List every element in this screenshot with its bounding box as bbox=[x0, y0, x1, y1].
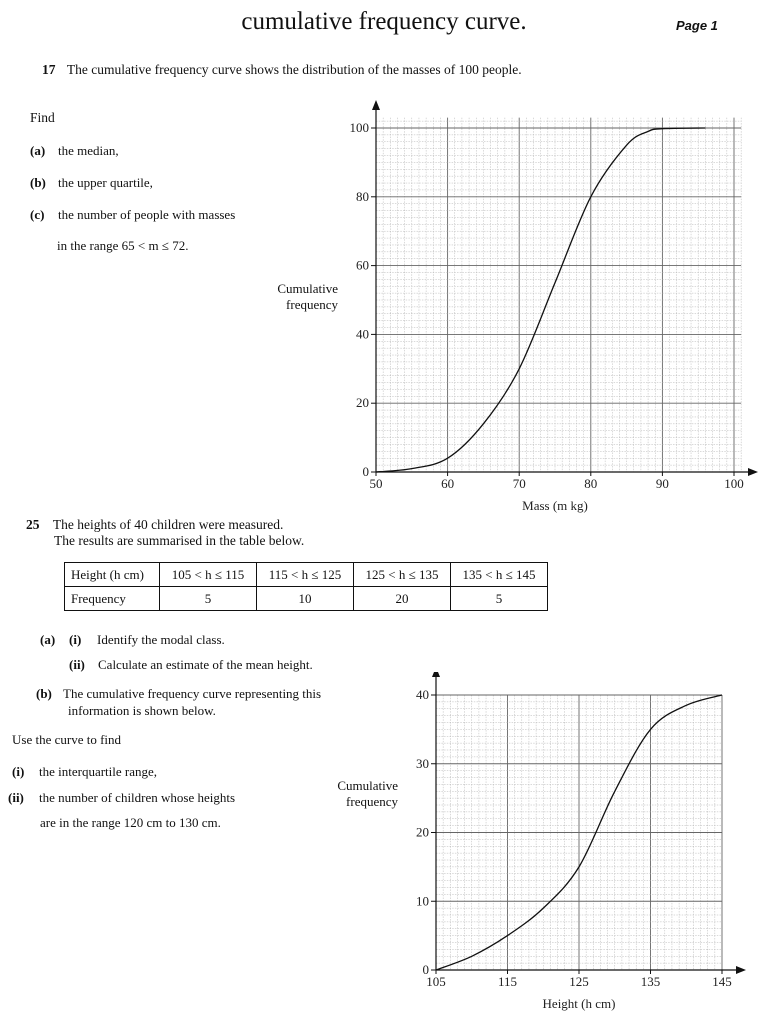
table-cell: 5 bbox=[451, 587, 548, 611]
y-tick-label: 30 bbox=[416, 755, 429, 771]
x-axis-arrow-icon bbox=[736, 966, 746, 974]
q17-number: 17 bbox=[42, 62, 56, 77]
q25-part-b-line2: information is shown below. bbox=[68, 703, 216, 718]
x-tick-label: 90 bbox=[655, 476, 669, 491]
q17-find: Find bbox=[30, 110, 55, 125]
x-tick-label: 135 bbox=[640, 974, 661, 989]
y-tick-label: 80 bbox=[356, 188, 369, 204]
x-axis-label: Height (h cm) bbox=[542, 996, 616, 1011]
page-title: cumulative frequency curve. bbox=[241, 8, 527, 35]
q25-part-a-ii-label: (ii) bbox=[69, 657, 85, 672]
x-tick-label: 105 bbox=[426, 974, 446, 989]
table-header-cell: Height (h cm) bbox=[65, 563, 160, 587]
q17-part-c-label: (c) bbox=[30, 207, 45, 222]
q25-part-a-ii-text: Calculate an estimate of the mean height. bbox=[98, 657, 313, 672]
q25-part-b-ii-text: the number of children whose heights bbox=[39, 790, 236, 805]
chart1-ylabel: Cumulative frequency bbox=[277, 281, 338, 312]
q17-part-b-label: (b) bbox=[30, 175, 46, 190]
mass-cumulative-frequency-chart bbox=[340, 90, 760, 522]
x-tick-label: 145 bbox=[712, 974, 732, 989]
x-tick-label: 125 bbox=[569, 974, 589, 989]
table-header-cell: 115 < h ≤ 125 bbox=[257, 563, 354, 587]
table-row bbox=[65, 587, 548, 611]
q17-part-c-text: the number of people with masses bbox=[58, 207, 236, 222]
q17-part-a bbox=[30, 143, 119, 159]
height-cumulative-frequency-chart bbox=[400, 672, 750, 1022]
x-tick-label: 80 bbox=[584, 476, 598, 491]
q25-part-b-ii bbox=[8, 790, 235, 806]
y-tick-label: 0 bbox=[362, 464, 369, 479]
y-tick-label: 100 bbox=[349, 120, 369, 135]
x-tick-label: 60 bbox=[441, 476, 455, 491]
q25-part-b bbox=[36, 686, 321, 702]
q25-part-a-ii bbox=[69, 657, 313, 673]
q25-part-b-i bbox=[12, 764, 157, 780]
x-tick-label: 70 bbox=[512, 476, 526, 491]
q17-part-b-text: the upper quartile, bbox=[58, 175, 153, 190]
q17-part-a-label: (a) bbox=[30, 143, 46, 158]
table-cell: 20 bbox=[354, 587, 451, 611]
x-axis-label: Mass (m kg) bbox=[522, 498, 588, 513]
x-axis-arrow-icon bbox=[748, 468, 758, 476]
q17-stem: The cumulative frequency curve shows the distribution of the masses of 100 people. bbox=[66, 62, 522, 77]
x-tick-label: 115 bbox=[497, 974, 518, 989]
table-cell: 10 bbox=[257, 587, 354, 611]
table-header-cell: 125 < h ≤ 135 bbox=[354, 563, 451, 587]
q25-stem1: The heights of 40 children were measured. bbox=[52, 517, 284, 532]
table-row bbox=[65, 563, 548, 587]
q25-part-b-i-label: (i) bbox=[12, 764, 25, 779]
q17-range-line: in the range 65 < m ≤ 72. bbox=[57, 238, 189, 253]
table-cell: 5 bbox=[160, 587, 257, 611]
table-header-cell: 135 < h ≤ 145 bbox=[451, 563, 548, 587]
q25-part-a-label: (a) bbox=[40, 632, 56, 647]
q25-number: 25 bbox=[26, 517, 40, 532]
table-cell: Frequency bbox=[65, 587, 160, 611]
page-number: Page 1 bbox=[676, 18, 718, 33]
x-tick-label: 50 bbox=[369, 476, 383, 491]
y-axis-arrow-icon bbox=[432, 672, 440, 677]
q17-stem-line bbox=[42, 62, 522, 78]
chart2-ylabel: Cumulative frequency bbox=[337, 778, 398, 809]
q25-part-b-i-text: the interquartile range, bbox=[39, 764, 158, 779]
q25-part-b-ii-label: (ii) bbox=[8, 790, 24, 805]
q25-part-b-ii-range: are in the range 120 cm to 130 cm. bbox=[40, 815, 221, 830]
q25-part-b-line1: The cumulative frequency curve representing this bbox=[63, 686, 322, 701]
q17-part-a-text: the median, bbox=[58, 143, 119, 158]
y-tick-label: 20 bbox=[416, 824, 429, 840]
y-tick-label: 40 bbox=[416, 687, 429, 702]
q25-part-a-i-text: Identify the modal class. bbox=[97, 632, 225, 647]
y-tick-label: 40 bbox=[356, 326, 369, 342]
q25-part-b-label: (b) bbox=[36, 686, 52, 701]
q25-part-a-i-label: (i) bbox=[69, 632, 82, 647]
q25-stem2: The results are summarised in the table below. bbox=[54, 533, 305, 548]
y-tick-label: 0 bbox=[422, 962, 429, 977]
q17-part-b bbox=[30, 175, 153, 191]
height-frequency-table bbox=[64, 562, 548, 611]
x-tick-label: 100 bbox=[724, 476, 744, 491]
y-axis-arrow-icon bbox=[372, 100, 380, 110]
y-tick-label: 10 bbox=[416, 893, 429, 909]
y-tick-label: 60 bbox=[356, 257, 369, 273]
y-tick-label: 20 bbox=[356, 395, 369, 411]
q25-use-curve: Use the curve to find bbox=[12, 732, 122, 747]
q25-stem-line1 bbox=[26, 517, 283, 533]
q17-part-c bbox=[30, 207, 235, 223]
table-header-cell: 105 < h ≤ 115 bbox=[160, 563, 257, 587]
q25-part-a-i bbox=[40, 632, 225, 648]
